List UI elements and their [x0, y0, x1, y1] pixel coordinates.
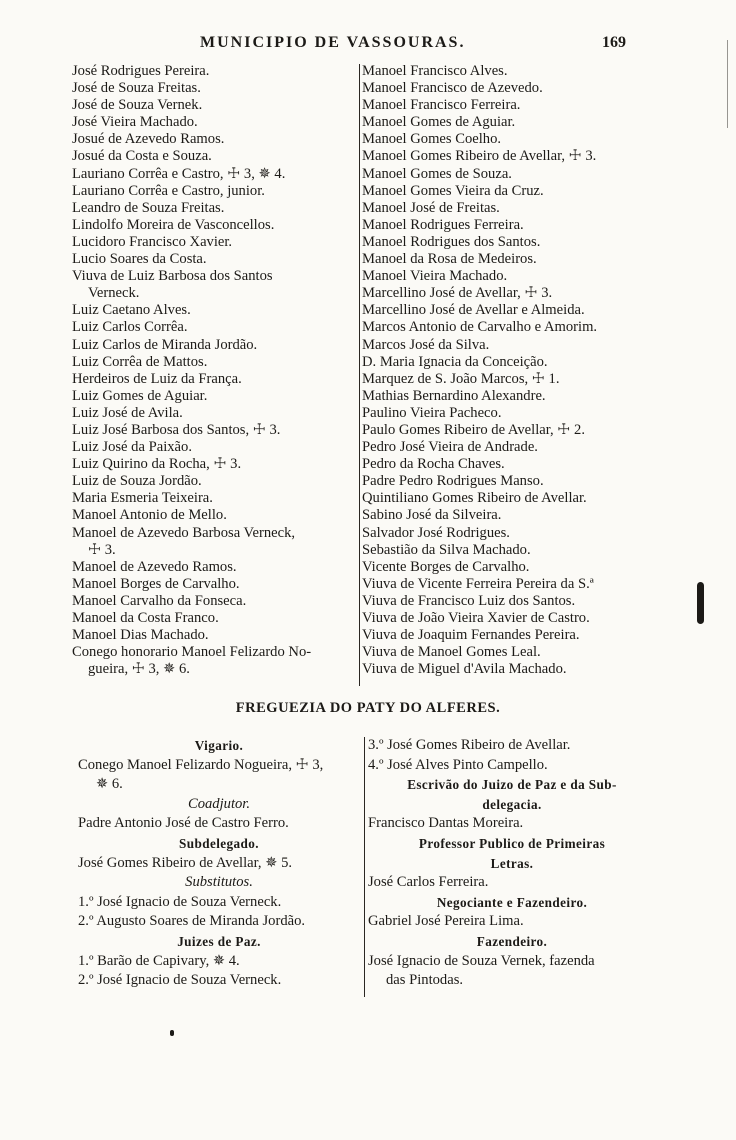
list-item: Manoel Francisco de Azevedo. [362, 80, 543, 97]
list-item: Viuva de Joaquim Fernandes Pereira. [362, 627, 580, 644]
list-item: Viuva de Vicente Ferreira Pereira da S.ª [362, 575, 594, 592]
official-entry: das Pintodas. [386, 972, 464, 989]
column-divider [364, 737, 365, 997]
ink-speck [170, 1030, 174, 1036]
office-heading: Coadjutor. [187, 795, 251, 812]
list-item: Luiz José Barbosa dos Santos, ☩ 3. [72, 421, 281, 438]
officials-left-column [78, 736, 360, 991]
list-item: Paulino Vieira Pacheco. [362, 404, 502, 421]
list-item: Verneck. [88, 285, 140, 302]
office-heading: Negociante e Fazendeiro. [436, 894, 588, 910]
list-item: Lauriano Corrêa e Castro, ☩ 3, ✵ 4. [72, 165, 286, 182]
list-item: Lucio Soares da Costa. [72, 251, 207, 268]
list-item: Conego honorario Manoel Felizardo No- [72, 644, 312, 661]
list-item: Manoel Francisco Ferreira. [362, 97, 521, 114]
list-item: Salvador José Rodrigues. [362, 524, 510, 541]
list-item: Lauriano Corrêa e Castro, junior. [72, 182, 265, 199]
office-heading: Escrivão do Juizo de Paz e da Sub- [407, 777, 617, 793]
official-entry: José Ignacio de Souza Vernek, fazenda [368, 952, 595, 969]
list-item: Padre Pedro Rodrigues Manso. [362, 473, 544, 490]
right-name-list [362, 63, 662, 678]
office-heading: Juizes de Paz. [177, 933, 261, 949]
list-item: Luiz Caetano Alves. [72, 302, 191, 319]
official-entry: 4.º José Alves Pinto Campello. [368, 756, 548, 773]
official-entry: Gabriel José Pereira Lima. [368, 913, 524, 930]
list-item: Quintiliano Gomes Ribeiro de Avellar. [362, 490, 587, 507]
list-item: Marcos José da Silva. [362, 336, 490, 353]
office-heading: Vigario. [194, 738, 244, 753]
list-item: José Rodrigues Pereira. [72, 63, 210, 79]
list-item: Viuva de Luiz Barbosa dos Santos [72, 268, 273, 285]
list-item: Viuva de Miguel d'Avila Machado. [362, 661, 567, 678]
list-item: Josué da Costa e Souza. [72, 148, 212, 165]
list-item: Manoel de Azevedo Barbosa Verneck, [72, 524, 296, 541]
list-item: Viuva de João Vieira Xavier de Castro. [362, 610, 590, 626]
list-item: Manoel Borges de Carvalho. [72, 575, 240, 592]
list-item: Mathias Bernardino Alexandre. [362, 387, 546, 404]
list-item: Luiz de Souza Jordão. [72, 473, 202, 490]
page-edge-mark [727, 40, 728, 128]
list-item: Manoel da Rosa de Medeiros. [362, 251, 537, 268]
office-heading: delegacia. [482, 796, 542, 812]
ink-blot [697, 582, 704, 624]
list-item: Lindolfo Moreira de Vasconcellos. [72, 216, 275, 233]
list-item: Luiz Quirino da Rocha, ☩ 3. [72, 456, 242, 473]
official-entry: 2.º José Ignacio de Souza Verneck. [78, 972, 282, 989]
page-header [0, 34, 736, 56]
official-entry: 2.º Augusto Soares de Miranda Jordão. [78, 913, 306, 930]
list-item: Manoel Carvalho da Fonseca. [72, 592, 247, 609]
list-item: José de Souza Freitas. [72, 80, 201, 97]
office-heading: Subdelegado. [179, 835, 259, 851]
official-entry: Francisco Dantas Moreira. [368, 815, 524, 832]
official-entry: 1.º Barão de Capivary, ✵ 4. [78, 952, 240, 969]
list-item: Marcellino José de Avellar e Almeida. [362, 302, 585, 319]
column-divider [359, 64, 360, 686]
list-item: Herdeiros de Luiz da França. [72, 370, 242, 387]
list-item: Sebastião da Silva Machado. [362, 541, 531, 558]
list-item: Leandro de Souza Freitas. [72, 199, 225, 216]
list-item: Pedro da Rocha Chaves. [362, 456, 505, 473]
list-item: Manoel Dias Machado. [72, 627, 209, 644]
list-item: Luiz Carlos Corrêa. [72, 319, 188, 336]
list-item: Manoel Gomes de Aguiar. [362, 114, 516, 131]
official-entry: Conego Manoel Felizardo Nogueira, ☩ 3, [78, 756, 324, 773]
list-item: José de Souza Vernek. [72, 97, 203, 114]
list-item: Manoel Francisco Alves. [362, 63, 508, 79]
list-item: Luiz Gomes de Aguiar. [72, 387, 208, 404]
list-item: Luiz Corrêa de Mattos. [72, 353, 208, 370]
list-item: Manoel Rodrigues Ferreira. [362, 216, 524, 233]
list-item: José Vieira Machado. [72, 114, 198, 131]
list-item: Viuva de Manoel Gomes Leal. [362, 644, 541, 661]
list-item: Manoel Gomes Ribeiro de Avellar, ☩ 3. [362, 148, 597, 165]
list-item: Manoel Rodrigues dos Santos. [362, 233, 541, 250]
official-entry: José Carlos Ferreira. [368, 874, 489, 891]
list-item: Marcos Antonio de Carvalho e Amorim. [362, 319, 598, 336]
list-item: Lucidoro Francisco Xavier. [72, 233, 233, 250]
list-item: Manoel da Costa Franco. [72, 610, 219, 626]
list-item: ☩ 3. [88, 541, 116, 558]
official-entry: 1.º José Ignacio de Souza Verneck. [78, 893, 282, 910]
list-item: Manoel de Azevedo Ramos. [72, 558, 237, 575]
list-item: Luiz Carlos de Miranda Jordão. [72, 336, 258, 353]
office-heading: Professor Publico de Primeiras [418, 835, 606, 851]
office-heading: Fazendeiro. [476, 933, 548, 949]
list-item: Viuva de Francisco Luiz dos Santos. [362, 592, 576, 609]
official-entry: José Gomes Ribeiro de Avellar, ✵ 5. [78, 854, 293, 871]
list-item: Manoel Gomes de Souza. [362, 165, 512, 182]
list-item: Manoel Gomes Vieira da Cruz. [362, 182, 544, 199]
list-item: Manoel Gomes Coelho. [362, 131, 502, 148]
list-item: Marquez de S. João Marcos, ☩ 1. [362, 370, 560, 387]
list-item: Luiz José de Avila. [72, 404, 183, 421]
section-heading: FREGUEZIA DO PATY DO ALFERES. [235, 700, 501, 716]
official-entry: ✵ 6. [96, 776, 123, 793]
list-item: Josué de Azevedo Ramos. [72, 131, 225, 148]
list-item: Luiz José da Paixão. [72, 439, 192, 456]
list-item: Manoel José de Freitas. [362, 199, 500, 216]
list-item: Sabino José da Silveira. [362, 507, 502, 524]
list-item: Manoel Antonio de Mello. [72, 507, 227, 524]
left-name-list [72, 63, 360, 678]
page-number: 169 [602, 34, 626, 51]
list-item: gueira, ☩ 3, ✵ 6. [88, 661, 190, 678]
officials-right-column [368, 736, 656, 991]
office-heading: Substitutos. [185, 874, 253, 891]
list-item: D. Maria Ignacia da Conceição. [362, 353, 548, 370]
official-entry: 3.º José Gomes Ribeiro de Avellar. [368, 737, 571, 753]
list-item: Maria Esmeria Teixeira. [72, 490, 213, 507]
list-item: Marcellino José de Avellar, ☩ 3. [362, 285, 553, 302]
list-item: Pedro José Vieira de Andrade. [362, 439, 538, 456]
office-heading: Letras. [490, 855, 534, 871]
official-entry: Padre Antonio José de Castro Ferro. [78, 815, 289, 832]
page-title: MUNICIPIO DE VASSOURAS. [200, 34, 466, 51]
list-item: Manoel Vieira Machado. [362, 268, 508, 285]
list-item: Paulo Gomes Ribeiro de Avellar, ☩ 2. [362, 421, 585, 438]
list-item: Vicente Borges de Carvalho. [362, 558, 530, 575]
